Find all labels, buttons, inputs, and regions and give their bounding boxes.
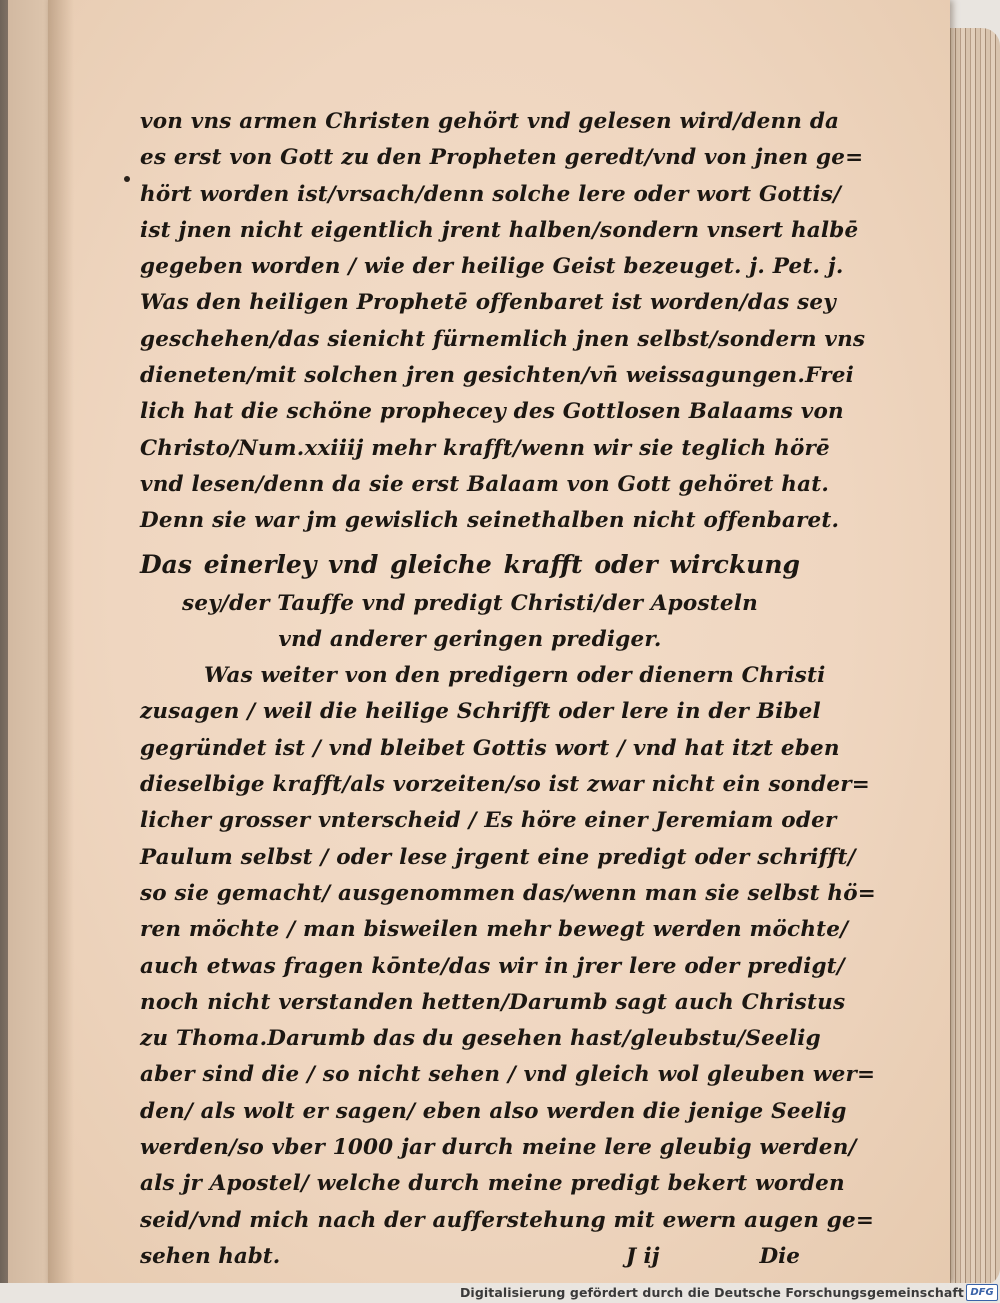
text-line: von vns armen Christen gehört vnd gelesen wird/denn da: [140, 109, 840, 134]
text-line: vnd lesen/denn da sie erst Balaam von Gott gehöret hat.: [140, 471, 830, 497]
text-line: noch nicht verstanden hetten/Darumb sagt auch Christus: [140, 989, 846, 1015]
text-line: licher grosser vnterscheid / Es höre einer Jeremiam oder: [140, 808, 837, 834]
text-line: Was weiter von den predigern oder dienern Christi: [204, 663, 826, 689]
section-subheading: vnd anderer geringen prediger.: [278, 626, 662, 652]
text-line: Denn sie war jm gewislich seinethalben nicht offenbaret.: [140, 508, 840, 534]
text-line: ren möchte / man bisweilen mehr bewegt werden möchte/: [140, 917, 849, 943]
text-line: lich hat die schöne prophecey des Gottlosen Balaams von: [140, 399, 844, 425]
spine-shadow: [48, 0, 74, 1284]
text-line: zu Thoma.Darumb das du gesehen hast/gleubstu/Seelig: [140, 1026, 821, 1052]
text-line: Paulum selbst / oder lese jrgent eine predigt oder schrifft/: [140, 844, 856, 870]
dfg-logo: DFG: [966, 1284, 998, 1301]
text-line: es erst von Gott zu den Propheten geredt/vnd von jnen ge=: [140, 145, 864, 171]
text-line: gegeben worden / wie der heilige Geist bezeuget. j. Pet. j.: [140, 254, 844, 280]
text-line: dieselbige krafft/als vorzeiten/so ist zwar nicht ein sonder=: [140, 772, 870, 798]
text-line: ist jnen nicht eigentlich jrent halben/sondern vnsert halbē: [140, 217, 859, 243]
funding-credit: Digitalisierung gefördert durch die Deutsche Forschungsgemeinschaft: [459, 1285, 964, 1300]
text-line: Was den heiligen Prophetē offenbaret ist worden/das sey: [140, 290, 836, 316]
section-subheading: sey/der Tauffe vnd predigt Christi/der Aposteln: [182, 590, 758, 616]
signature-mark: J ij: [625, 1243, 660, 1269]
text-line: den/ als wolt er sagen/ eben also werden die jenige Seelig: [140, 1098, 847, 1124]
text-line: geschehen/das sienicht fürnemlich jnen selbst/sondern vns: [140, 326, 866, 352]
marginal-mark: [124, 176, 130, 182]
text-line: als jr Apostel/ welche durch meine predigt bekert worden: [140, 1171, 845, 1197]
page-text: [140, 104, 876, 1275]
text-line: zusagen / weil die heilige Schrifft oder lere in der Bibel: [140, 699, 821, 725]
text-line: dieneten/mit solchen jren gesichten/vn̄ weissagungen.Frei: [140, 363, 854, 389]
text-line: werden/so vber 1000 jar durch meine lere gleubig werden/: [140, 1135, 857, 1161]
last-line: [140, 1239, 800, 1275]
text-line: gegründet ist / vnd bleibet Gottis wort / vnd hat itzt eben: [140, 735, 840, 761]
text-line: Christo/Num.xxiiij mehr krafft/wenn wir sie teglich hörē: [140, 435, 830, 461]
text-line: seid/vnd mich nach der aufferstehung mit ewern augen ge=: [140, 1207, 875, 1233]
text-line: sehen habt.: [140, 1243, 281, 1269]
text-line: so sie gemacht/ ausgenommen das/wenn man sie selbst hö=: [140, 880, 876, 906]
text-line: hört worden ist/vrsach/denn solche lere oder wort Gottis/: [140, 181, 842, 207]
text-line: auch etwas fragen kōnte/das wir in jrer lere oder predigt/: [140, 953, 845, 979]
section-heading: Das einerley vnd gleiche krafft oder wirckung: [140, 549, 800, 579]
text-line: aber sind die / so nicht sehen / vnd gleich wol gleuben wer=: [140, 1062, 876, 1088]
catchword: Die: [759, 1243, 800, 1269]
